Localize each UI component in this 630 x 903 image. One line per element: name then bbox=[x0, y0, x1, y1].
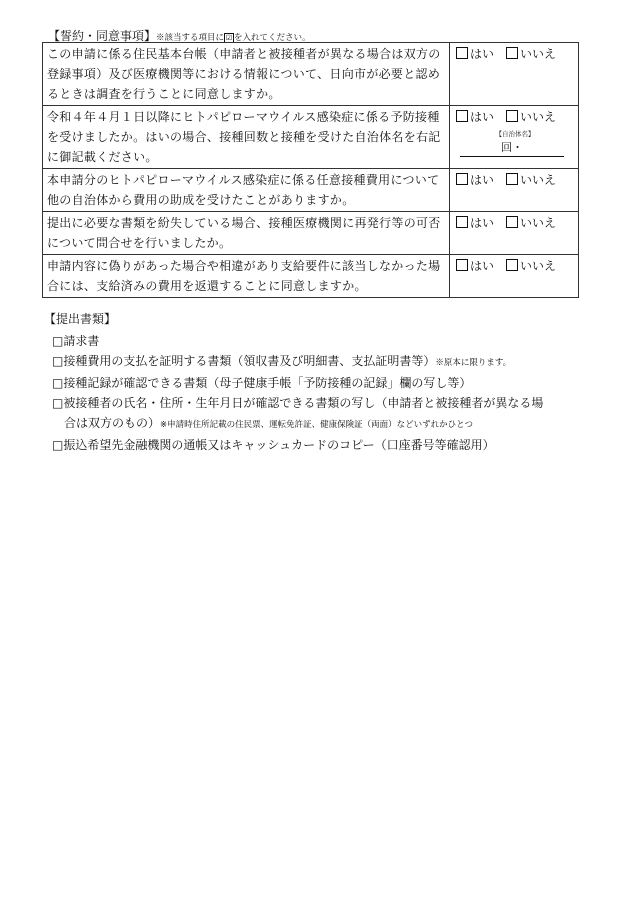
document-note: ※原本に限ります。 bbox=[435, 358, 512, 368]
documents-section bbox=[44, 309, 604, 455]
checkbox-icon bbox=[506, 259, 518, 271]
yes-checkbox[interactable]: はい bbox=[456, 256, 494, 276]
checkbox-icon bbox=[456, 47, 468, 59]
document-item: □被接種者の氏名・住所・生年月日が確認できる書類の写し（申請者と被接種者が異なる場 合は双方のもの）※申請時住所記載の住民票、運転免許証、健康保険証（両面）などいずれかひとつ bbox=[52, 396, 544, 430]
yes-checkbox[interactable]: はい bbox=[456, 213, 494, 233]
yes-checkbox[interactable]: はい bbox=[456, 170, 494, 190]
agreement-row bbox=[43, 106, 579, 169]
agreement-question: 申請内容に偽りがあった場合や相違があり支給要件に該当しなかった場合には、支給済みの費用を返還することに同意しますか。 bbox=[43, 255, 450, 298]
agreement-question: 令和４年４月１日以降にヒトパピローマウイルス感染症に係る予防接種を受けましたか。はいの場合、接種回数と接種を受けた自治体名を右記に御記載ください。 bbox=[43, 106, 450, 169]
no-checkbox[interactable]: いいえ bbox=[506, 44, 556, 64]
yes-checkbox[interactable]: はい bbox=[456, 44, 494, 64]
municipality-label: 【自治体名】 bbox=[495, 130, 535, 138]
agreement-row bbox=[43, 212, 579, 255]
documents-title: 【提出書類】 bbox=[44, 312, 117, 326]
agreement-note: ※該当する項目に ☑ を入れてください。 bbox=[156, 33, 311, 43]
checkbox-icon bbox=[456, 259, 468, 271]
checkbox-icon bbox=[456, 216, 468, 228]
agreement-table bbox=[42, 42, 579, 298]
document-item: □接種費用の支払を証明する書類（領収書及び明細書、支払証明書等）※原本に限ります。 bbox=[52, 354, 512, 368]
dose-count-field[interactable]: 回・ bbox=[460, 140, 564, 157]
checkbox-icon bbox=[506, 110, 518, 122]
agreement-question: 提出に必要な書類を紛失している場合、接種医療機関に再発行等の可否について問合せを行いましたか。 bbox=[43, 212, 450, 255]
answer-cell bbox=[450, 43, 579, 106]
no-checkbox[interactable]: いいえ bbox=[506, 170, 556, 190]
checkbox-icon bbox=[506, 47, 518, 59]
document-item: □請求書 bbox=[52, 334, 100, 348]
document-item: □接種記録が確認できる書類（母子健康手帳「予防接種の記録」欄の写し等） bbox=[52, 376, 472, 390]
agreement-title: 【誓約・同意事項】 bbox=[48, 29, 157, 43]
agreement-question: 本申請分のヒトパピローマウイルス感染症に係る任意接種費用について他の自治体から費用の助成を受けたことがありますか。 bbox=[43, 169, 450, 212]
checkbox-checked-icon: ☑ bbox=[225, 33, 233, 42]
no-checkbox[interactable]: いいえ bbox=[506, 107, 556, 127]
checkbox-icon bbox=[506, 216, 518, 228]
no-checkbox[interactable]: いいえ bbox=[506, 256, 556, 276]
document-item: □振込希望先金融機関の通帳又はキャッシュカードのコピー（口座番号等確認用） bbox=[52, 438, 495, 452]
checkbox-icon bbox=[456, 173, 468, 185]
answer-cell bbox=[450, 169, 579, 212]
agreement-row bbox=[43, 169, 579, 212]
yes-checkbox[interactable]: はい bbox=[456, 107, 494, 127]
answer-cell bbox=[450, 106, 579, 169]
agreement-question: この申請に係る住民基本台帳（申請者と被接種者が異なる場合は双方の登録事項）及び医療機関等における情報について、日向市が必要と認めるときは調査を行うことに同意しますか。 bbox=[43, 43, 450, 106]
checkbox-icon bbox=[456, 110, 468, 122]
no-checkbox[interactable]: いいえ bbox=[506, 213, 556, 233]
answer-cell bbox=[450, 255, 579, 298]
agreement-row bbox=[43, 255, 579, 298]
answer-cell bbox=[450, 212, 579, 255]
document-note: ※申請時住所記載の住民票、運転免許証、健康保険証（両面）などいずれかひとつ bbox=[160, 420, 473, 430]
agreement-row bbox=[43, 43, 579, 106]
checkbox-icon bbox=[506, 173, 518, 185]
